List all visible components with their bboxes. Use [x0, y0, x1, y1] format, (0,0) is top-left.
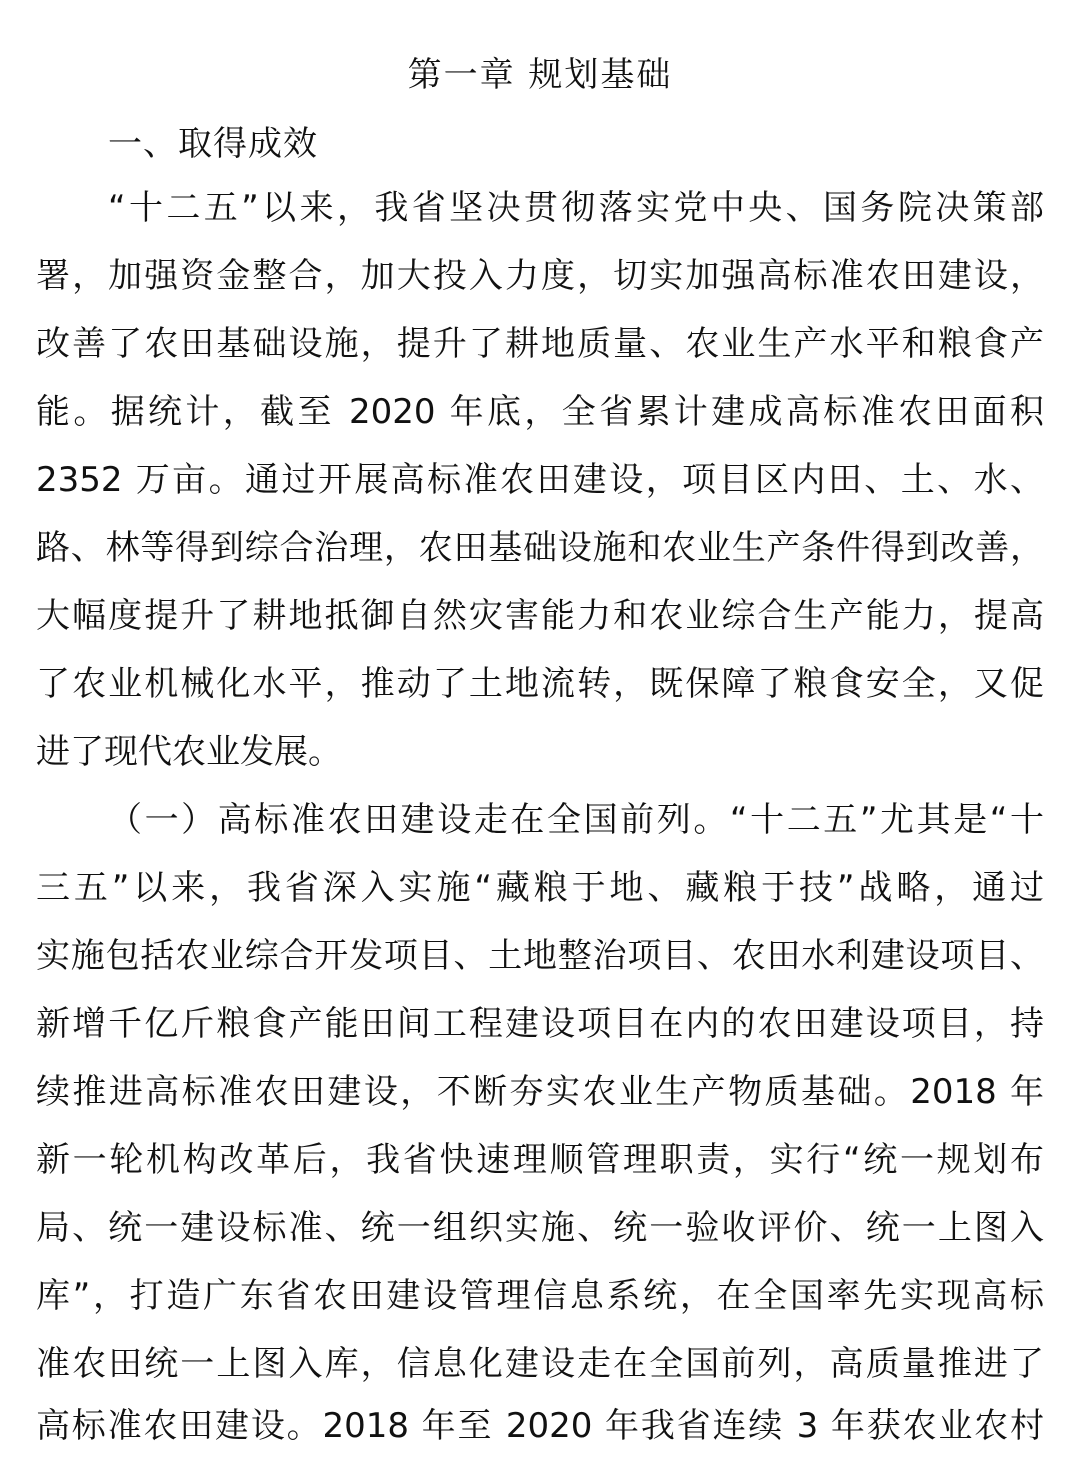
paragraph-line: 准农田统一上图入库，信息化建设走在全国前列，高质量推进了 — [36, 1344, 1044, 1384]
paragraph-line: 三五”以来，我省深入实施“藏粮于地、藏粮于技”战略，通过 — [36, 868, 1044, 908]
paragraph-line: 进了现代农业发展。 — [36, 732, 342, 772]
paragraph-line: 库”，打造广东省农田建设管理信息系统，在全国率先实现高标 — [36, 1276, 1044, 1316]
paragraph-line: 新增千亿斤粮食产能田间工程建设项目在内的农田建设项目，持 — [36, 1004, 1044, 1044]
paragraph-line: 高标准农田建设。2018 年至 2020 年我省连续 3 年获农业农村 — [36, 1406, 1044, 1446]
paragraph-line: 续推进高标准农田建设，不断夯实农业生产物质基础。2018 年 — [36, 1072, 1044, 1112]
paragraph-line: 新一轮机构改革后，我省快速理顺管理职责，实行“统一规划布 — [36, 1140, 1044, 1180]
paragraph-line: 能。据统计，截至 2020 年底，全省累计建成高标准农田面积 — [36, 392, 1044, 432]
paragraph-line: 2352 万亩。通过开展高标准农田建设，项目区内田、土、水、 — [36, 460, 1044, 500]
section-heading: 一、取得成效 — [108, 124, 318, 164]
paragraph-line: （一）高标准农田建设走在全国前列。“十二五”尤其是“十 — [108, 800, 1044, 840]
paragraph-line: “十二五”以来，我省坚决贯彻落实党中央、国务院决策部 — [108, 188, 1044, 228]
chapter-title: 第一章 规划基础 — [407, 55, 673, 95]
paragraph-line: 局、统一建设标准、统一组织实施、统一验收评价、统一上图入 — [36, 1208, 1044, 1248]
paragraph-line: 署，加强资金整合，加大投入力度，切实加强高标准农田建设， — [36, 256, 1044, 296]
paragraph-line: 了农业机械化水平，推动了土地流转，既保障了粮食安全，又促 — [36, 664, 1044, 704]
paragraph-line: 改善了农田基础设施，提升了耕地质量、农业生产水平和粮食产 — [36, 324, 1044, 364]
paragraph-line: 路、林等得到综合治理，农田基础设施和农业生产条件得到改善， — [36, 528, 1044, 568]
paragraph-line: 实施包括农业综合开发项目、土地整治项目、农田水利建设项目、 — [36, 936, 1044, 976]
paragraph-line: 大幅度提升了耕地抵御自然灾害能力和农业综合生产能力，提高 — [36, 596, 1044, 636]
